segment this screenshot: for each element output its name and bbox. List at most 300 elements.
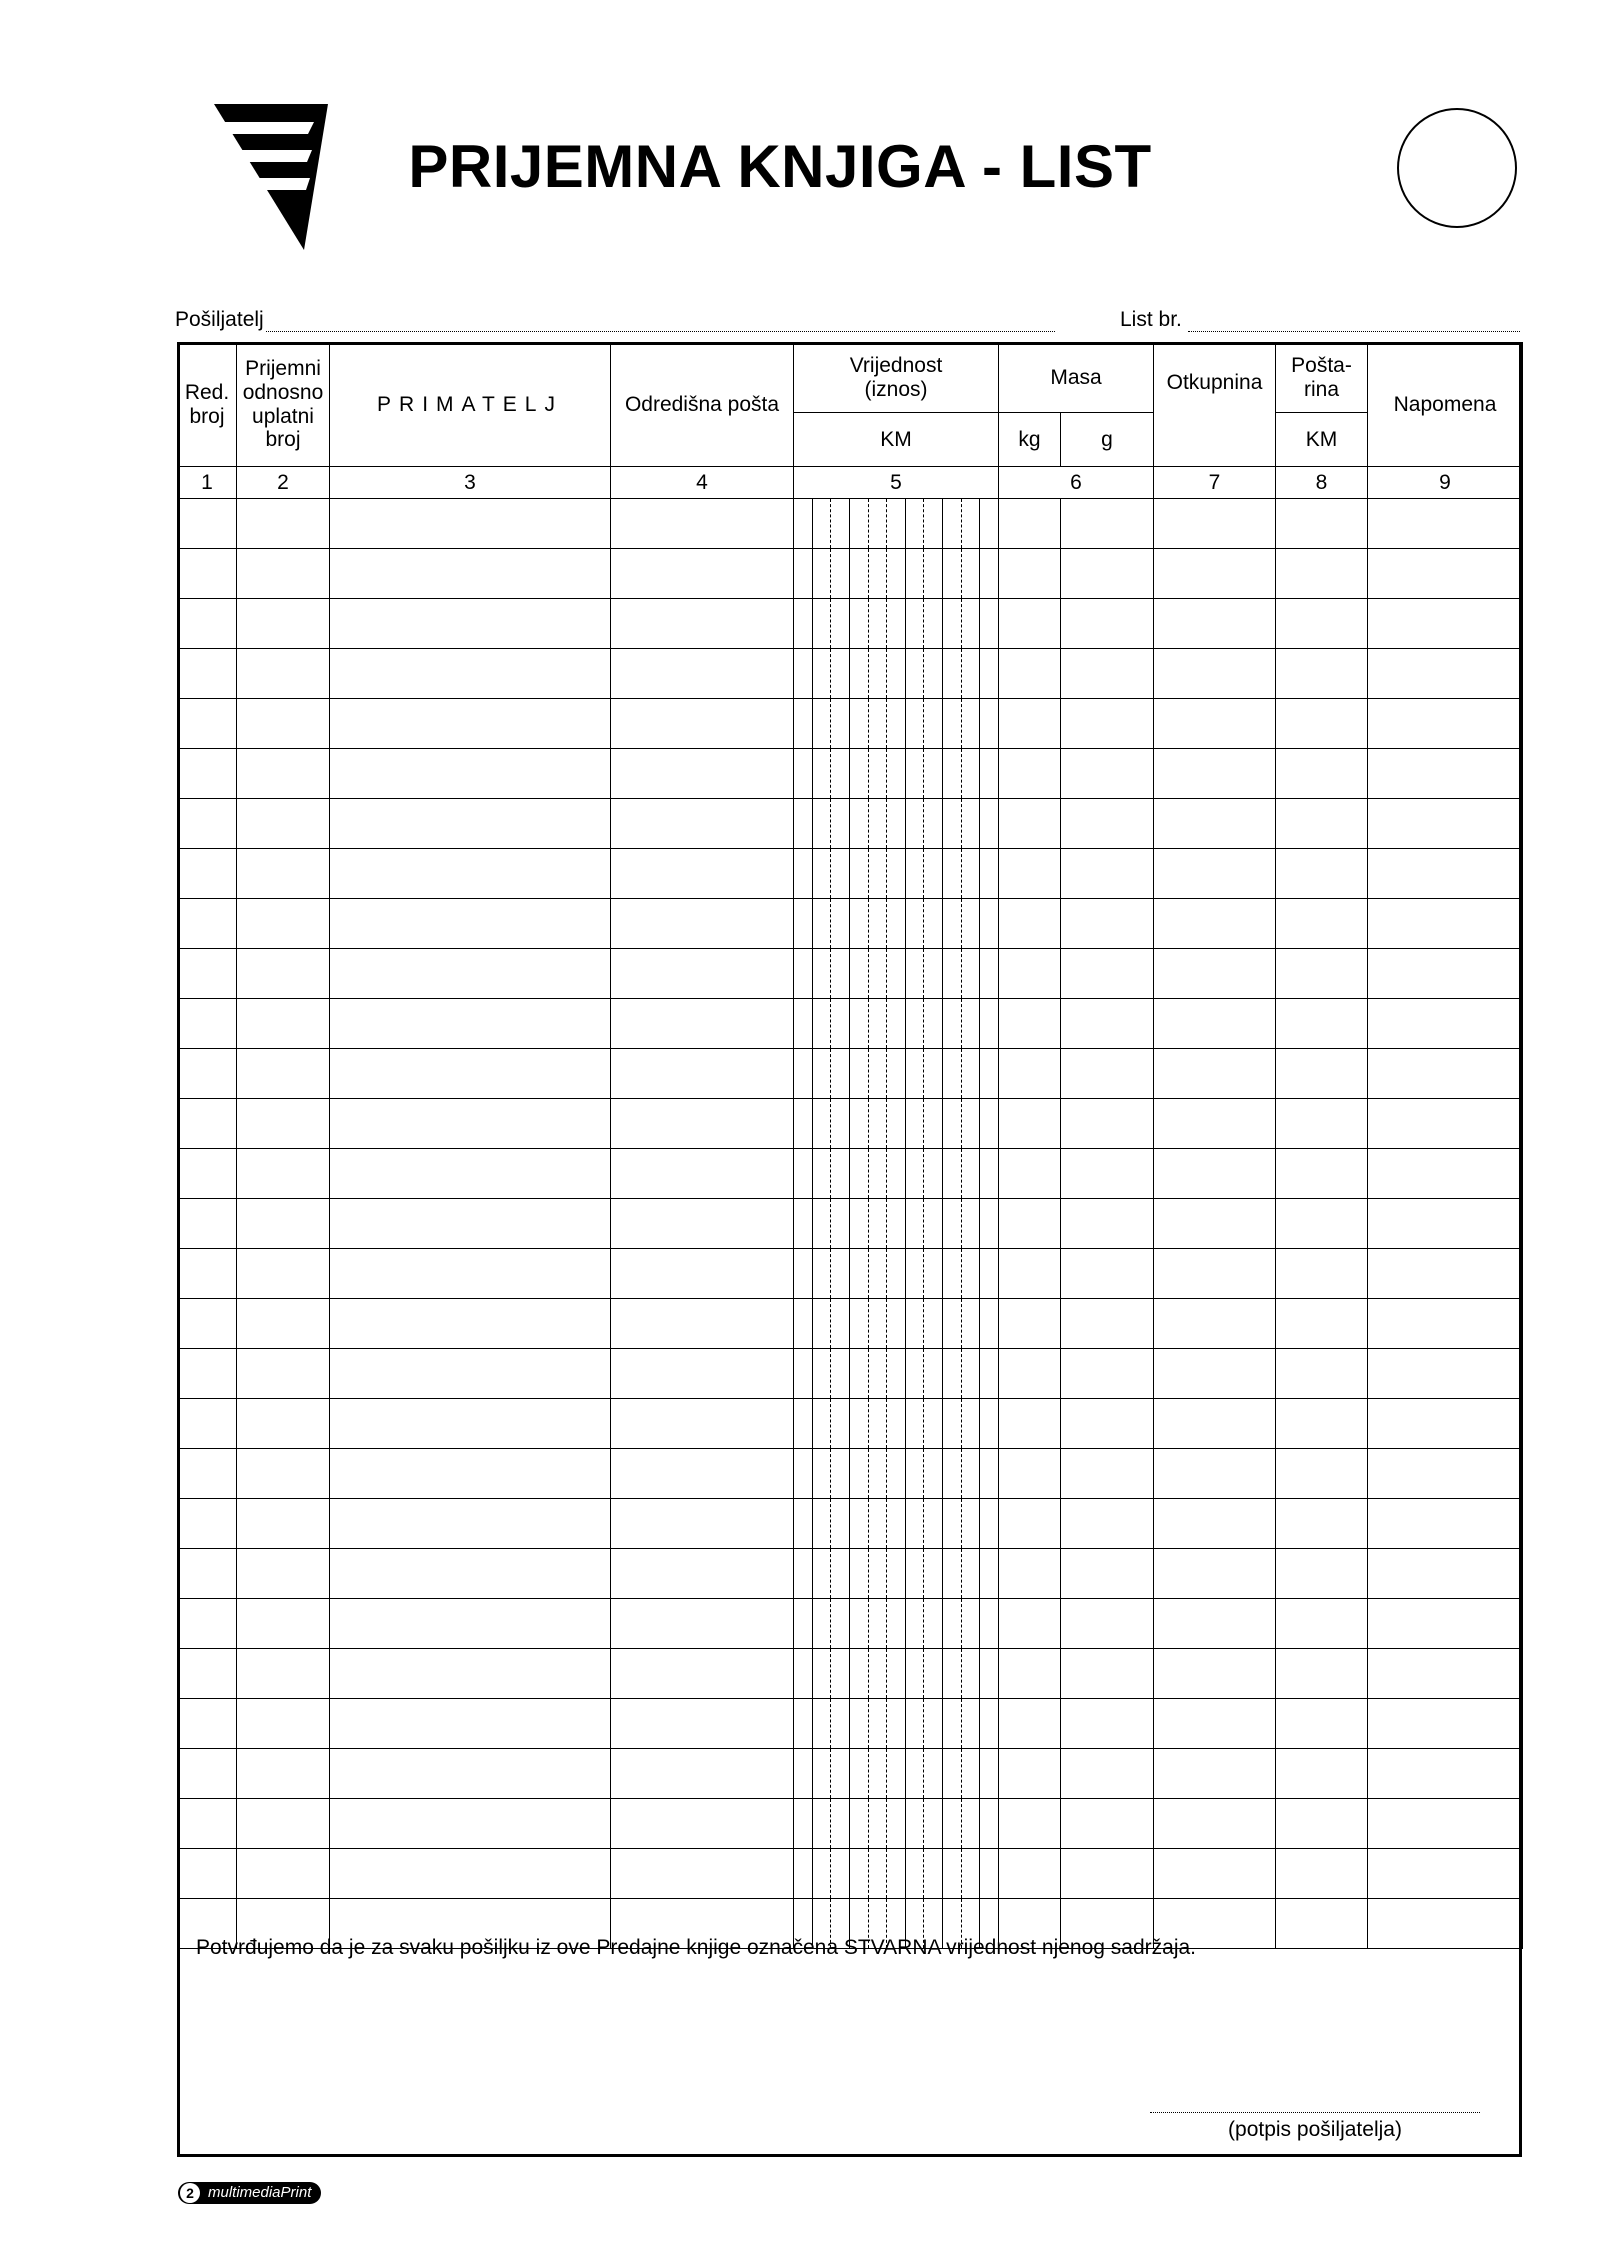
ledger-cell[interactable]: [1061, 1499, 1154, 1549]
ledger-cell[interactable]: [794, 799, 999, 849]
ledger-cell[interactable]: [1154, 999, 1276, 1049]
ledger-cell[interactable]: [1276, 1649, 1368, 1699]
ledger-cell[interactable]: [178, 999, 237, 1049]
digit-slot: [794, 1849, 813, 1898]
ledger-cell[interactable]: [1276, 1499, 1368, 1549]
ledger-cell[interactable]: [611, 1799, 794, 1849]
ledger-cell[interactable]: [1154, 1149, 1276, 1199]
ledger-cell[interactable]: [611, 1199, 794, 1249]
ledger-cell[interactable]: [794, 1299, 999, 1349]
ledger-cell[interactable]: [1276, 799, 1368, 849]
ledger-cell[interactable]: [178, 1549, 237, 1599]
ledger-cell[interactable]: [794, 949, 999, 999]
ledger-cell[interactable]: [330, 749, 611, 799]
ledger-cell[interactable]: [1368, 949, 1523, 999]
ledger-cell[interactable]: [1368, 749, 1523, 799]
ledger-cell[interactable]: [611, 549, 794, 599]
ledger-cell[interactable]: [794, 749, 999, 799]
ledger-cell[interactable]: [611, 1399, 794, 1449]
ledger-cell[interactable]: [237, 1299, 330, 1349]
ledger-cell[interactable]: [178, 549, 237, 599]
ledger-cell[interactable]: [794, 1649, 999, 1699]
ledger-cell[interactable]: [178, 1349, 237, 1399]
ledger-cell[interactable]: [1061, 649, 1154, 699]
ledger-cell[interactable]: [611, 1849, 794, 1899]
ledger-cell[interactable]: [1061, 1699, 1154, 1749]
ledger-cell[interactable]: [794, 1349, 999, 1399]
ledger-cell[interactable]: [178, 1199, 237, 1249]
ledger-cell[interactable]: [1368, 1749, 1523, 1799]
ledger-cell[interactable]: [999, 1149, 1061, 1199]
ledger-cell[interactable]: [999, 1099, 1061, 1149]
ledger-cell[interactable]: [999, 1799, 1061, 1849]
ledger-cell[interactable]: [330, 1749, 611, 1799]
ledger-cell[interactable]: [330, 1299, 611, 1349]
ledger-cell[interactable]: [999, 1499, 1061, 1549]
ledger-cell[interactable]: [999, 899, 1061, 949]
ledger-cell[interactable]: [330, 1499, 611, 1549]
list-number-field[interactable]: [1120, 308, 1520, 332]
ledger-cell[interactable]: [1368, 649, 1523, 699]
ledger-cell[interactable]: [794, 1749, 999, 1799]
ledger-cell[interactable]: [1276, 1449, 1368, 1499]
ledger-cell[interactable]: [1061, 1649, 1154, 1699]
ledger-cell[interactable]: [1154, 1699, 1276, 1749]
ledger-cell[interactable]: [1368, 1049, 1523, 1099]
ledger-cell[interactable]: [794, 1249, 999, 1299]
ledger-cell[interactable]: [1061, 749, 1154, 799]
ledger-cell[interactable]: [237, 1549, 330, 1599]
ledger-cell[interactable]: [1276, 1399, 1368, 1449]
ledger-cell[interactable]: [611, 899, 794, 949]
ledger-cell[interactable]: [237, 1149, 330, 1199]
ledger-cell[interactable]: [1276, 899, 1368, 949]
ledger-cell[interactable]: [794, 1499, 999, 1549]
ledger-cell[interactable]: [611, 1349, 794, 1399]
ledger-cell[interactable]: [178, 1399, 237, 1449]
ledger-cell[interactable]: [1276, 1699, 1368, 1749]
ledger-cell[interactable]: [1061, 1849, 1154, 1899]
digit-slot: [869, 1849, 888, 1898]
header-postarina: [1276, 343, 1368, 413]
ledger-cell[interactable]: [1154, 749, 1276, 799]
ledger-cell[interactable]: [611, 1699, 794, 1749]
ledger-cell[interactable]: [1061, 1049, 1154, 1099]
ledger-cell[interactable]: [1276, 999, 1368, 1049]
ledger-cell[interactable]: [330, 1449, 611, 1499]
ledger-cell[interactable]: [999, 1299, 1061, 1349]
ledger-cell[interactable]: [794, 599, 999, 649]
ledger-cell[interactable]: [1368, 1499, 1523, 1549]
ledger-cell[interactable]: [330, 849, 611, 899]
ledger-cell[interactable]: [794, 1099, 999, 1149]
ledger-cell[interactable]: [237, 1699, 330, 1749]
ledger-cell[interactable]: [330, 699, 611, 749]
ledger-cell[interactable]: [1154, 499, 1276, 549]
ledger-cell[interactable]: [1276, 949, 1368, 999]
ledger-cell[interactable]: [1276, 1799, 1368, 1849]
ledger-cell[interactable]: [178, 599, 237, 649]
ledger-cell[interactable]: [1276, 1599, 1368, 1649]
ledger-cell[interactable]: [1154, 799, 1276, 849]
ledger-cell[interactable]: [999, 1449, 1061, 1499]
ledger-cell[interactable]: [330, 1199, 611, 1249]
ledger-cell[interactable]: [237, 949, 330, 999]
ledger-cell[interactable]: [1368, 599, 1523, 649]
ledger-cell[interactable]: [330, 549, 611, 599]
ledger-cell[interactable]: [237, 749, 330, 799]
ledger-cell[interactable]: [178, 1599, 237, 1649]
ledger-cell[interactable]: [1061, 1399, 1154, 1449]
value-digit-grid: [794, 599, 998, 648]
ledger-cell[interactable]: [237, 649, 330, 699]
ledger-cell[interactable]: [611, 949, 794, 999]
ledger-cell[interactable]: [794, 1549, 999, 1599]
ledger-cell[interactable]: [237, 1399, 330, 1449]
ledger-cell[interactable]: [237, 1049, 330, 1099]
ledger-cell[interactable]: [1061, 1349, 1154, 1399]
ledger-cell[interactable]: [1276, 1849, 1368, 1899]
ledger-cell[interactable]: [611, 1599, 794, 1649]
ledger-cell[interactable]: [237, 699, 330, 749]
ledger-cell[interactable]: [1154, 1399, 1276, 1449]
ledger-cell[interactable]: [237, 849, 330, 899]
ledger-cell[interactable]: [237, 1349, 330, 1399]
digit-slot: [850, 1349, 869, 1398]
ledger-cell[interactable]: [330, 499, 611, 549]
ledger-cell[interactable]: [999, 1249, 1061, 1299]
ledger-cell[interactable]: [1276, 749, 1368, 799]
ledger-cell[interactable]: [794, 1599, 999, 1649]
digit-slot: [906, 1449, 925, 1498]
ledger-cell[interactable]: [611, 1299, 794, 1349]
ledger-cell[interactable]: [1061, 699, 1154, 749]
ledger-cell[interactable]: [999, 1549, 1061, 1599]
ledger-cell[interactable]: [1368, 849, 1523, 899]
ledger-cell[interactable]: [1368, 1799, 1523, 1849]
ledger-cell[interactable]: [611, 1049, 794, 1099]
ledger-cell[interactable]: [330, 899, 611, 949]
ledger-cell[interactable]: [178, 1149, 237, 1199]
ledger-cell[interactable]: [1154, 1599, 1276, 1649]
ledger-cell[interactable]: [794, 1049, 999, 1099]
ledger-cell[interactable]: [178, 1799, 237, 1849]
ledger-cell[interactable]: [999, 1699, 1061, 1749]
ledger-cell[interactable]: [178, 1849, 237, 1899]
ledger-cell[interactable]: [237, 1649, 330, 1699]
ledger-cell[interactable]: [330, 599, 611, 649]
ledger-cell[interactable]: [999, 849, 1061, 899]
ledger-cell[interactable]: [611, 1149, 794, 1199]
ledger-cell[interactable]: [794, 1399, 999, 1449]
ledger-cell[interactable]: [999, 1049, 1061, 1099]
ledger-cell[interactable]: [1061, 1449, 1154, 1499]
ledger-cell[interactable]: [794, 1849, 999, 1899]
ledger-cell[interactable]: [1276, 1349, 1368, 1399]
ledger-cell[interactable]: [1154, 899, 1276, 949]
digit-slot: [831, 799, 850, 848]
ledger-cell[interactable]: [178, 1499, 237, 1549]
ledger-cell[interactable]: [999, 1349, 1061, 1399]
ledger-cell[interactable]: [794, 1199, 999, 1249]
ledger-cell[interactable]: [1368, 799, 1523, 849]
ledger-cell[interactable]: [178, 1699, 237, 1749]
ledger-cell[interactable]: [1061, 1249, 1154, 1299]
ledger-cell[interactable]: [1154, 1499, 1276, 1549]
ledger-cell[interactable]: [330, 1599, 611, 1649]
ledger-cell[interactable]: [1368, 1249, 1523, 1299]
ledger-cell[interactable]: [999, 649, 1061, 699]
ledger-cell[interactable]: [1061, 1299, 1154, 1349]
ledger-cell[interactable]: [1154, 1449, 1276, 1499]
ledger-cell[interactable]: [237, 1749, 330, 1799]
ledger-cell[interactable]: [330, 1249, 611, 1299]
ledger-cell[interactable]: [1276, 1149, 1368, 1199]
digit-slot: [943, 749, 962, 798]
ledger-cell[interactable]: [178, 1099, 237, 1149]
ledger-cell[interactable]: [1154, 599, 1276, 649]
ledger-cell[interactable]: [1368, 999, 1523, 1049]
ledger-cell[interactable]: [1061, 999, 1154, 1049]
ledger-cell[interactable]: [1061, 499, 1154, 549]
ledger-cell[interactable]: [794, 1699, 999, 1749]
ledger-cell[interactable]: [1061, 949, 1154, 999]
ledger-cell[interactable]: [1276, 1749, 1368, 1799]
digit-slot: [850, 799, 869, 848]
ledger-cell[interactable]: [330, 1649, 611, 1699]
ledger-cell[interactable]: [611, 1099, 794, 1149]
ledger-cell[interactable]: [999, 949, 1061, 999]
ledger-cell[interactable]: [999, 499, 1061, 549]
ledger-cell[interactable]: [237, 1799, 330, 1849]
ledger-cell[interactable]: [330, 999, 611, 1049]
ledger-cell[interactable]: [794, 499, 999, 549]
ledger-cell[interactable]: [611, 1649, 794, 1699]
ledger-cell[interactable]: [330, 1399, 611, 1449]
ledger-cell[interactable]: [1154, 1049, 1276, 1099]
ledger-cell[interactable]: [1154, 699, 1276, 749]
ledger-cell[interactable]: [1276, 649, 1368, 699]
ledger-cell[interactable]: [1276, 849, 1368, 899]
ledger-cell[interactable]: [1368, 1349, 1523, 1399]
ledger-cell[interactable]: [1154, 1249, 1276, 1299]
ledger-cell[interactable]: [237, 799, 330, 849]
ledger-cell[interactable]: [178, 1449, 237, 1499]
ledger-cell[interactable]: [237, 1499, 330, 1549]
ledger-cell[interactable]: [330, 1149, 611, 1199]
ledger-cell[interactable]: [178, 849, 237, 899]
ledger-cell[interactable]: [178, 749, 237, 799]
ledger-cell[interactable]: [1154, 949, 1276, 999]
signature-line[interactable]: [1150, 2112, 1480, 2113]
ledger-cell[interactable]: [1061, 1749, 1154, 1799]
ledger-cell[interactable]: [1061, 799, 1154, 849]
ledger-cell[interactable]: [178, 649, 237, 699]
ledger-cell[interactable]: [237, 899, 330, 949]
ledger-cell[interactable]: [1154, 1549, 1276, 1599]
ledger-cell[interactable]: [999, 1649, 1061, 1699]
ledger-cell[interactable]: [999, 999, 1061, 1049]
digit-slot: [869, 1399, 888, 1448]
ledger-cell[interactable]: [1368, 899, 1523, 949]
ledger-cell[interactable]: [178, 1049, 237, 1099]
ledger-cell[interactable]: [237, 1199, 330, 1249]
ledger-cell[interactable]: [237, 1849, 330, 1899]
ledger-cell[interactable]: [999, 1599, 1061, 1649]
ledger-cell[interactable]: [1154, 1299, 1276, 1349]
ledger-cell[interactable]: [178, 949, 237, 999]
ledger-cell[interactable]: [1276, 1049, 1368, 1099]
ledger-cell[interactable]: [611, 1549, 794, 1599]
ledger-cell[interactable]: [1154, 1749, 1276, 1799]
ledger-cell[interactable]: [794, 699, 999, 749]
ledger-cell[interactable]: [330, 1349, 611, 1399]
ledger-cell[interactable]: [1368, 1599, 1523, 1649]
ledger-cell[interactable]: [1276, 599, 1368, 649]
ledger-cell[interactable]: [1276, 1099, 1368, 1149]
digit-slot: [924, 1449, 943, 1498]
ledger-cell[interactable]: [1368, 1899, 1523, 1949]
ledger-cell[interactable]: [330, 949, 611, 999]
digit-slot: [850, 599, 869, 648]
ledger-cell[interactable]: [1276, 1899, 1368, 1949]
sender-field[interactable]: [175, 308, 1055, 332]
ledger-cell[interactable]: [1368, 1649, 1523, 1699]
ledger-cell[interactable]: [330, 1849, 611, 1899]
ledger-cell[interactable]: [330, 1549, 611, 1599]
ledger-cell[interactable]: [1154, 849, 1276, 899]
ledger-cell[interactable]: [794, 849, 999, 899]
ledger-cell[interactable]: [794, 1799, 999, 1849]
digit-slot: [850, 1149, 869, 1198]
ledger-cell[interactable]: [999, 1749, 1061, 1799]
ledger-cell[interactable]: [1061, 1099, 1154, 1149]
ledger-cell[interactable]: [999, 799, 1061, 849]
ledger-cell[interactable]: [1368, 1149, 1523, 1199]
ledger-cell[interactable]: [1154, 1649, 1276, 1699]
ledger-cell[interactable]: [611, 1499, 794, 1549]
ledger-cell[interactable]: [1368, 1299, 1523, 1349]
ledger-cell[interactable]: [794, 1449, 999, 1499]
ledger-cell[interactable]: [1061, 1199, 1154, 1249]
ledger-cell[interactable]: [1276, 1299, 1368, 1349]
ledger-cell[interactable]: [1368, 1449, 1523, 1499]
ledger-cell[interactable]: [1061, 599, 1154, 649]
ledger-cell[interactable]: [1368, 1549, 1523, 1599]
ledger-cell[interactable]: [178, 1649, 237, 1699]
ledger-cell[interactable]: [1368, 1849, 1523, 1899]
ledger-cell[interactable]: [1154, 1799, 1276, 1849]
ledger-cell[interactable]: [1154, 549, 1276, 599]
ledger-cell[interactable]: [237, 599, 330, 649]
ledger-cell[interactable]: [330, 1099, 611, 1149]
ledger-cell[interactable]: [611, 699, 794, 749]
digit-slot: [850, 699, 869, 748]
ledger-cell[interactable]: [611, 1749, 794, 1799]
ledger-cell[interactable]: [237, 1249, 330, 1299]
ledger-cell[interactable]: [330, 1799, 611, 1849]
ledger-cell[interactable]: [178, 899, 237, 949]
ledger-cell[interactable]: [1061, 849, 1154, 899]
ledger-cell[interactable]: [178, 1299, 237, 1349]
ledger-cell[interactable]: [611, 649, 794, 699]
ledger-cell[interactable]: [178, 699, 237, 749]
ledger-cell[interactable]: [611, 999, 794, 1049]
ledger-cell[interactable]: [794, 899, 999, 949]
ledger-cell[interactable]: [1061, 1599, 1154, 1649]
ledger-cell[interactable]: [1368, 699, 1523, 749]
ledger-cell[interactable]: [999, 599, 1061, 649]
ledger-cell[interactable]: [237, 549, 330, 599]
ledger-cell[interactable]: [1368, 549, 1523, 599]
ledger-cell[interactable]: [1368, 499, 1523, 549]
ledger-cell[interactable]: [794, 1149, 999, 1199]
digit-slot: [943, 1699, 962, 1748]
ledger-cell[interactable]: [1276, 549, 1368, 599]
ledger-cell[interactable]: [794, 649, 999, 699]
ledger-cell[interactable]: [1154, 1099, 1276, 1149]
ledger-cell[interactable]: [611, 499, 794, 549]
ledger-cell[interactable]: [237, 1449, 330, 1499]
ledger-cell[interactable]: [1368, 1199, 1523, 1249]
ledger-cell[interactable]: [1368, 1399, 1523, 1449]
ledger-cell[interactable]: [611, 849, 794, 899]
ledger-cell[interactable]: [237, 1099, 330, 1149]
ledger-cell[interactable]: [999, 1849, 1061, 1899]
ledger-cell[interactable]: [794, 549, 999, 599]
ledger-cell[interactable]: [1061, 1799, 1154, 1849]
ledger-cell[interactable]: [330, 1699, 611, 1749]
ledger-cell[interactable]: [1154, 1349, 1276, 1399]
ledger-cell[interactable]: [1276, 1249, 1368, 1299]
ledger-cell[interactable]: [1368, 1099, 1523, 1149]
ledger-cell[interactable]: [999, 1199, 1061, 1249]
ledger-cell[interactable]: [1061, 899, 1154, 949]
ledger-cell[interactable]: [999, 1399, 1061, 1449]
ledger-cell[interactable]: [330, 1049, 611, 1099]
ledger-cell[interactable]: [330, 649, 611, 699]
ledger-cell[interactable]: [178, 799, 237, 849]
ledger-cell[interactable]: [1154, 1199, 1276, 1249]
ledger-cell[interactable]: [1276, 699, 1368, 749]
ledger-cell[interactable]: [1276, 1549, 1368, 1599]
ledger-cell[interactable]: [1368, 1699, 1523, 1749]
ledger-cell[interactable]: [1276, 1199, 1368, 1249]
ledger-cell[interactable]: [237, 499, 330, 549]
ledger-cell[interactable]: [1061, 549, 1154, 599]
ledger-cell[interactable]: [1154, 649, 1276, 699]
ledger-cell[interactable]: [999, 749, 1061, 799]
ledger-cell[interactable]: [611, 749, 794, 799]
ledger-cell[interactable]: [330, 799, 611, 849]
ledger-cell[interactable]: [611, 599, 794, 649]
ledger-cell[interactable]: [178, 1249, 237, 1299]
ledger-cell[interactable]: [999, 699, 1061, 749]
ledger-cell[interactable]: [794, 999, 999, 1049]
ledger-cell[interactable]: [237, 999, 330, 1049]
ledger-cell[interactable]: [237, 1599, 330, 1649]
ledger-cell[interactable]: [1276, 499, 1368, 549]
ledger-cell[interactable]: [611, 1449, 794, 1499]
ledger-cell[interactable]: [1061, 1549, 1154, 1599]
ledger-cell[interactable]: [178, 499, 237, 549]
ledger-cell[interactable]: [999, 549, 1061, 599]
ledger-cell[interactable]: [611, 1249, 794, 1299]
ledger-cell[interactable]: [611, 799, 794, 849]
ledger-cell[interactable]: [178, 1749, 237, 1799]
ledger-cell[interactable]: [1061, 1149, 1154, 1199]
ledger-cell[interactable]: [1154, 1849, 1276, 1899]
